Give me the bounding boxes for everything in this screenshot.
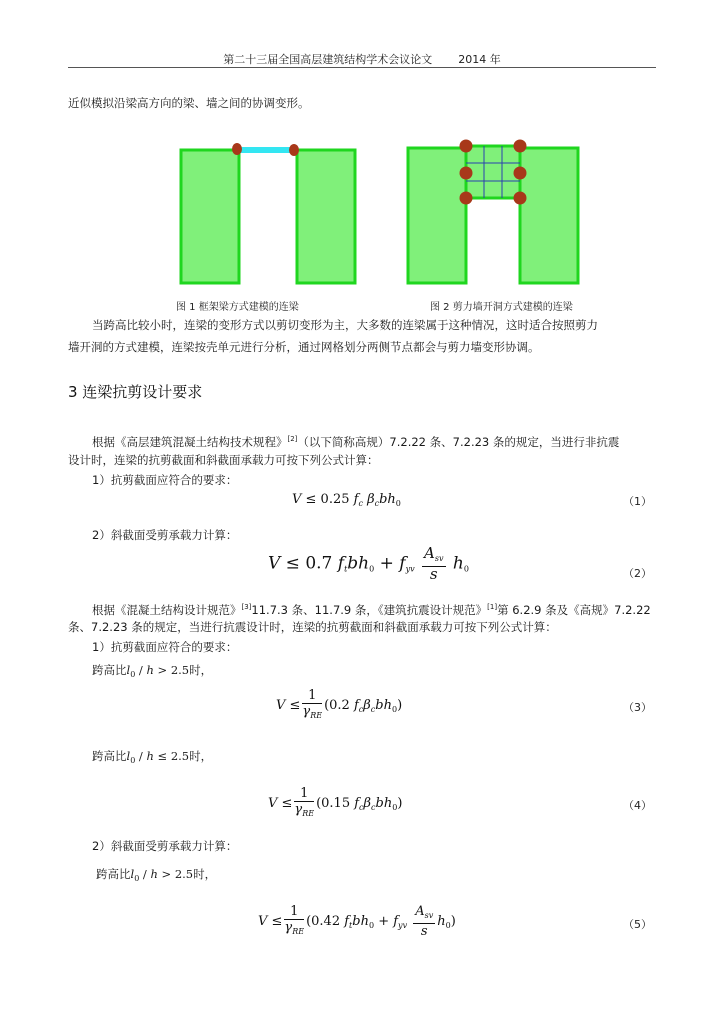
fig1-right-wall (297, 150, 355, 283)
fig2-coupling-beam-shell (466, 146, 520, 198)
para2-item2: 2）斜截面受剪承载力计算： (92, 528, 238, 542)
para3-item2: 2）斜截面受剪承载力计算： (92, 839, 238, 853)
equation-2-number: （2） (623, 567, 652, 580)
citation-ref: [3] (241, 603, 252, 611)
citation-ref: [1] (487, 603, 498, 611)
para3-text: 第 6.2.9 条及《高规》7.2.22 (497, 603, 651, 617)
para3-text: 根据《混凝土结构设计规范》 (92, 603, 242, 617)
fig2-node (460, 140, 473, 153)
equation-4: V ≤ $\frac{1}{\gamma_{RE}}$ (0.15 $f_c\beta_cbh_0$) (268, 786, 403, 818)
condition-tail: 时， (189, 749, 213, 763)
para2-line1 (92, 431, 619, 450)
header-year: 2014 年 (458, 53, 501, 66)
fig1-node-right (289, 144, 299, 156)
para1-line2: 墙开洞的方式建模，连梁按壳单元进行分析，通过网格划分两侧节点都会与剪力墙变形协调。 (68, 340, 540, 354)
condition-ratio-le: 跨高比$l_0 / h \le 2.5$时， (92, 749, 213, 765)
fig2-node (514, 140, 527, 153)
condition-ratio-gt-2: 跨高比$l_0 / h > 2.5$时， (96, 867, 217, 883)
equation-5-number: （5） (623, 918, 652, 931)
section-3-heading: 3 连梁抗剪设计要求 (68, 383, 203, 401)
intro-line: 近似模拟沿梁高方向的梁、墙之间的协调变形。 (68, 96, 310, 110)
fig2-node (514, 167, 527, 180)
condition-label: 跨高比 (92, 663, 127, 677)
condition-ratio-gt: 跨高比$l_0 / h > 2.5$时， (92, 663, 213, 679)
header-rule (68, 67, 656, 68)
figure-2-caption: 图 2 剪力墙开洞方式建模的连梁 (430, 302, 573, 313)
fig2-node (460, 192, 473, 205)
fig2-node (460, 167, 473, 180)
para3-line2: 条、7.2.23 条的规定，当进行抗震设计时，连梁的抗剪截面和斜截面承载力可按下列公式计算： (68, 620, 557, 634)
condition-label: 跨高比 (96, 867, 131, 881)
fig2-node (514, 192, 527, 205)
equation-3-number: （3） (623, 701, 652, 714)
para2-item1: 1）抗剪截面应符合的要求： (92, 473, 238, 487)
figure-2-wall-opening (402, 136, 588, 290)
fig1-node-left (232, 143, 242, 155)
header-title: 第二十三届全国高层建筑结构学术会议论文 (223, 53, 433, 66)
figure-1-caption: 图 1 框架梁方式建模的连梁 (176, 302, 299, 313)
equation-1: V ≤ 0.25 $f_c$ $\beta_cbh_0$ (292, 492, 401, 508)
para2-text: 根据《高层建筑混凝土结构技术规程》 (92, 435, 288, 449)
equation-3: V ≤ $\frac{1}{\gamma_{RE}}$ (0.2 $f_c\beta_cbh_0$) (276, 688, 403, 720)
equation-4-number: （4） (623, 799, 652, 812)
para3-item1: 1）抗剪截面应符合的要求： (92, 640, 238, 654)
fig2-left-wall (408, 148, 466, 283)
para1-line1: 当跨高比较小时，连梁的变形方式以剪切变形为主，大多数的连梁属于这种情况，这时适合按照剪力 (92, 318, 598, 332)
fig2-right-wall (520, 148, 578, 283)
equation-5: V ≤ $\frac{1}{\gamma_{RE}}$ (0.42 $f_tbh_0 + f_{yv}$ $\frac{A_{sv}}{s}$ $h_0$) (258, 904, 456, 939)
condition-label: 跨高比 (92, 749, 127, 763)
para3-line1 (92, 599, 651, 618)
citation-ref: [2] (287, 435, 298, 443)
para2-line2: 设计时，连梁的抗剪截面和斜截面承载力可按下列公式计算： (68, 453, 379, 467)
equation-2: V ≤ 0.7 $f_tbh_0 + f_{yv}$ $\frac{A_{sv}}{s}$ $h_0$ (268, 544, 469, 583)
para2-text: （以下简称高规）7.2.22 条、7.2.23 条的规定，当进行非抗震 (297, 435, 620, 449)
fig1-left-wall (181, 150, 239, 283)
condition-tail: 时， (189, 663, 213, 677)
para3-text: 11.7.3 条、11.7.9 条，《建筑抗震设计规范》 (251, 603, 488, 617)
condition-tail: 时， (193, 867, 217, 881)
running-header (0, 51, 724, 67)
equation-1-number: （1） (623, 495, 652, 508)
figure-1-frame-beam (170, 138, 370, 290)
